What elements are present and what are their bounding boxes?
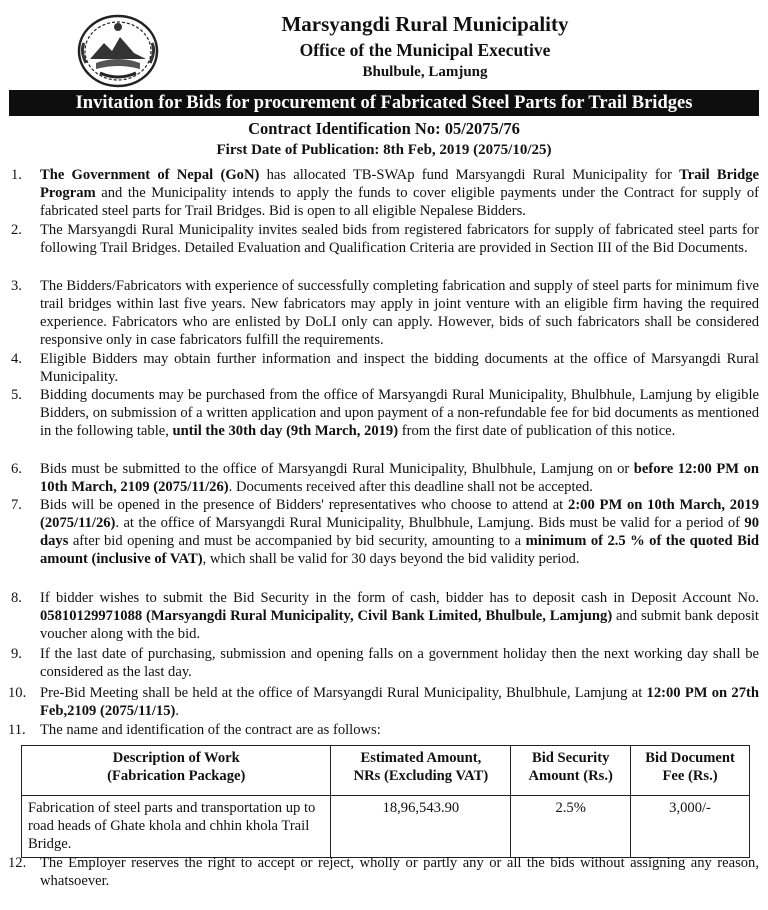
publication-date: First Date of Publication: 8th Feb, 2019 (2075/10/25) xyxy=(216,142,552,158)
text-run: The Bidders/Fabricators with experience of successfully completing fabrication and supply of steel parts for minimum five trail bridges within last five years. New fabricators may apply in joint venture with an eligible firm having the required experience. Fabricators who are enlisted by DoLI only can apply. However, bids of such fabricators shall be considered responsive only in case fabricators fulfill the requirements. xyxy=(40,278,759,348)
notice-item-12: 12. The Employer reserves the right to accept or reject, wholly or partly any or all the bids without assigning any reason, whatsoever. xyxy=(8,855,759,889)
notice-item-text xyxy=(40,222,759,258)
text-run: Eligible Bidders may obtain further information and inspect the bidding documents at the office of Marsyangdi Rural Municipality. xyxy=(40,351,759,385)
text-run: Bidding documents may be purchased from the office of Marsyangdi Rural Municipality, Bhulbhule, Lamjung by eligible Bidders, on submission of a written application and upon payment of a non-refundable fee for bid documents as mentioned in the following table, xyxy=(40,387,759,439)
notice-item-11: 11. The name and identification of the contract are as follows: xyxy=(8,722,759,740)
notice-item-text xyxy=(40,497,759,569)
table-row xyxy=(22,796,750,858)
text-run: from the first date of publication of this notice. xyxy=(398,422,676,439)
notice-item-1: 1. The Government of Nepal (GoN) has allocated TB-SWAp fund Marsyangdi Rural Municipality for Trail Bridge Program and the Municipality intends to apply the funds to cover eligible payments under the Contract for supply of fabricated steel parts for Trail Bridges. Bid is open to all eligible Nepalese Bidders. xyxy=(11,167,759,219)
office-address: Bhulbule, Lamjung xyxy=(362,64,488,80)
notice-item-text xyxy=(40,461,759,497)
cell-bid-security: 2.5% xyxy=(511,796,631,858)
text-run: . xyxy=(175,702,180,719)
text-run: The Employer reserves the right to accept or reject, wholly or partly any or all the bids without assigning any reason, whatsoever. xyxy=(40,855,759,889)
text-run: The name and identification of the contract are as follows: xyxy=(40,722,381,738)
cell-document-fee: 3,000/- xyxy=(631,796,750,858)
notice-item-10: 10. Pre-Bid Meeting shall be held at the office of Marsyangdi Rural Municipality, Bhulbhule, Lamjung at 12:00 PM on 27th Feb,2109 (2075/11/15). xyxy=(8,685,760,719)
bold-text: before 12:00 PM on 10th March, 2109 (2075/11/26) xyxy=(40,461,759,495)
notice-item-8: 8. If bidder wishes to submit the Bid Security in the form of cash, bidder has to deposit cash in Deposit Account No. 05810129971088 (Marsyangdi Rural Municipality, Civil Bank Limited, Bhulbule, Lamjung) and submit bank deposit voucher along with the bid. xyxy=(11,590,759,642)
office-name: Office of the Municipal Executive xyxy=(299,40,551,60)
municipality-name: Marsyangdi Rural Municipality xyxy=(281,12,569,36)
header-bid-security: Bid Security Amount (Rs.) xyxy=(511,746,631,796)
header-document-fee: Bid Document Fee (Rs.) xyxy=(631,746,750,796)
notice-item-3: 3. The Bidders/Fabricators with experience of successfully completing fabrication and supply of steel parts for minimum five trail bridges within last five years. New fabricators may apply in joint venture with an eligible firm having the required experience. Fabricators who are enlisted by DoLI only can apply. However, bids of such fabricators shall be considered responsive only in case fabricators fulfill the requirements. xyxy=(11,278,759,348)
bold-text: The Government of Nepal (GoN) xyxy=(40,167,260,183)
notice-item-5: 5. Bidding documents may be purchased from the office of Marsyangdi Rural Municipality, Bhulbhule, Lamjung by eligible Bidders, on submission of a written application and upon payment of a non-refundable fee for bid documents as mentioned in the following table, until the 30th day (9th March, 2019) from the first date of publication of this notice. xyxy=(11,387,759,439)
bold-text: 05810129971088 (Marsyangdi Rural Municipality, Civil Bank Limited, Bhulbule, Lamjung) xyxy=(40,607,613,624)
notice-item-text xyxy=(40,351,759,387)
cell-estimated-amount: 18,96,543.90 xyxy=(331,796,511,858)
notice-item-text xyxy=(40,855,759,891)
text-run: , which shall be valid for 30 days beyond the bid validity period. xyxy=(202,550,580,567)
contract-identification: Contract Identification No: 05/2075/76 xyxy=(248,119,520,138)
notice-title-banner: Invitation for Bids for procurement of Fabricated Steel Parts for Trail Bridges xyxy=(9,90,759,116)
notice-item-text xyxy=(40,590,759,644)
cell-description: Fabrication of steel parts and transportation up to road heads of Ghate khola and chhin khola Trail Bridge. xyxy=(22,796,331,858)
text-run: after bid opening and must be accompanied by bid security, amounting to a xyxy=(68,532,526,549)
bold-text: 12:00 PM on 27th Feb,2109 (2075/11/15) xyxy=(40,685,760,719)
header-description: Description of Work (Fabrication Package) xyxy=(22,746,331,796)
text-run: . at the office of Marsyangdi Rural Municipality, Bhulbhule, Lamjung. Bids must be valid for a period of xyxy=(115,514,745,531)
notice-item-text xyxy=(40,167,759,221)
table-header-row xyxy=(22,746,750,796)
text-run: . Documents received after this deadline shall not be accepted. xyxy=(228,478,593,495)
text-run: The Marsyangdi Rural Municipality invites sealed bids from registered fabricators for supply of fabricated steel parts for following Trail Bridges. Detailed Evaluation and Qualification Criteria are provided in Section III of the Bid Documents. xyxy=(40,222,759,256)
notice-item-9: 9. If the last date of purchasing, submission and opening falls on a government holiday then the next working day shall be considered as the last day. xyxy=(11,646,759,680)
text-run: Pre-Bid Meeting shall be held at the office of Marsyangdi Rural Municipality, Bhulbhule, Lamjung at xyxy=(40,685,647,701)
header-estimated-amount: Estimated Amount, NRs (Excluding VAT) xyxy=(331,746,511,796)
nepal-emblem-icon xyxy=(76,13,160,89)
notice-item-4: 4. Eligible Bidders may obtain further information and inspect the bidding documents at the office of Marsyangdi Rural Municipality. xyxy=(11,351,759,385)
bold-text: 90 days xyxy=(40,514,759,549)
text-run: and submit bank deposit voucher along with the bid. xyxy=(40,607,759,642)
contract-table xyxy=(21,745,750,858)
notice-item-text xyxy=(40,722,759,740)
text-run: If the last date of purchasing, submission and opening falls on a government holiday then the next working day shall be considered as the last day. xyxy=(40,646,759,680)
notice-item-text xyxy=(40,278,759,350)
notice-item-text xyxy=(40,685,759,721)
notice-item-6: 6. Bids must be submitted to the office of Marsyangdi Rural Municipality, Bhulbhule, Lamjung on or before 12:00 PM on 10th March, 2109 (2075/11/26). Documents received after this deadline shall not be accepted. xyxy=(11,461,759,495)
notice-item-7: 7. Bids will be opened in the presence of Bidders' representatives who choose to attend at 2:00 PM on 10th March, 2019 (2075/11/26). at the office of Marsyangdi Rural Municipality, Bhulbhule, Lamjung. Bids must be valid for a period of 90 days after bid opening and must be accompanied by bid security, amounting to a minimum of 2.5 % of the quoted Bid amount (inclusive of VAT), which shall be valid for 30 days beyond the bid validity period. xyxy=(11,497,759,567)
text-run: has allocated TB-SWAp fund Marsyangdi Rural Municipality for xyxy=(259,167,680,183)
bold-text: until the 30th day (9th March, 2019) xyxy=(172,422,399,439)
notice-item-text xyxy=(40,646,759,682)
text-run: and the Municipality intends to apply the funds to cover eligible payments under the Contract for supply of fabricated steel parts for Trail Bridges. Bid is open to all eligible Nepalese Bidders. xyxy=(40,184,759,219)
text-run: If bidder wishes to submit the Bid Security in the form of cash, bidder has to deposit cash in Deposit Account No. xyxy=(40,590,759,606)
text-run: Bids must be submitted to the office of Marsyangdi Rural Municipality, Bhulbhule, Lamjung on or xyxy=(40,461,634,477)
bold-text: 2:00 PM on 10th March, 2019 (2075/11/26) xyxy=(40,497,759,531)
text-run: Bids will be opened in the presence of Bidders' representatives who choose to attend at xyxy=(40,497,569,513)
bold-text: Trail Bridge Program xyxy=(40,167,759,201)
bold-text: minimum of 2.5 % of the quoted Bid amount (inclusive of VAT) xyxy=(40,532,759,567)
notice-item-text xyxy=(40,387,759,441)
notice-item-2: 2. The Marsyangdi Rural Municipality invites sealed bids from registered fabricators for supply of fabricated steel parts for following Trail Bridges. Detailed Evaluation and Qualification Criteria are provided in Section III of the Bid Documents. xyxy=(11,222,759,256)
